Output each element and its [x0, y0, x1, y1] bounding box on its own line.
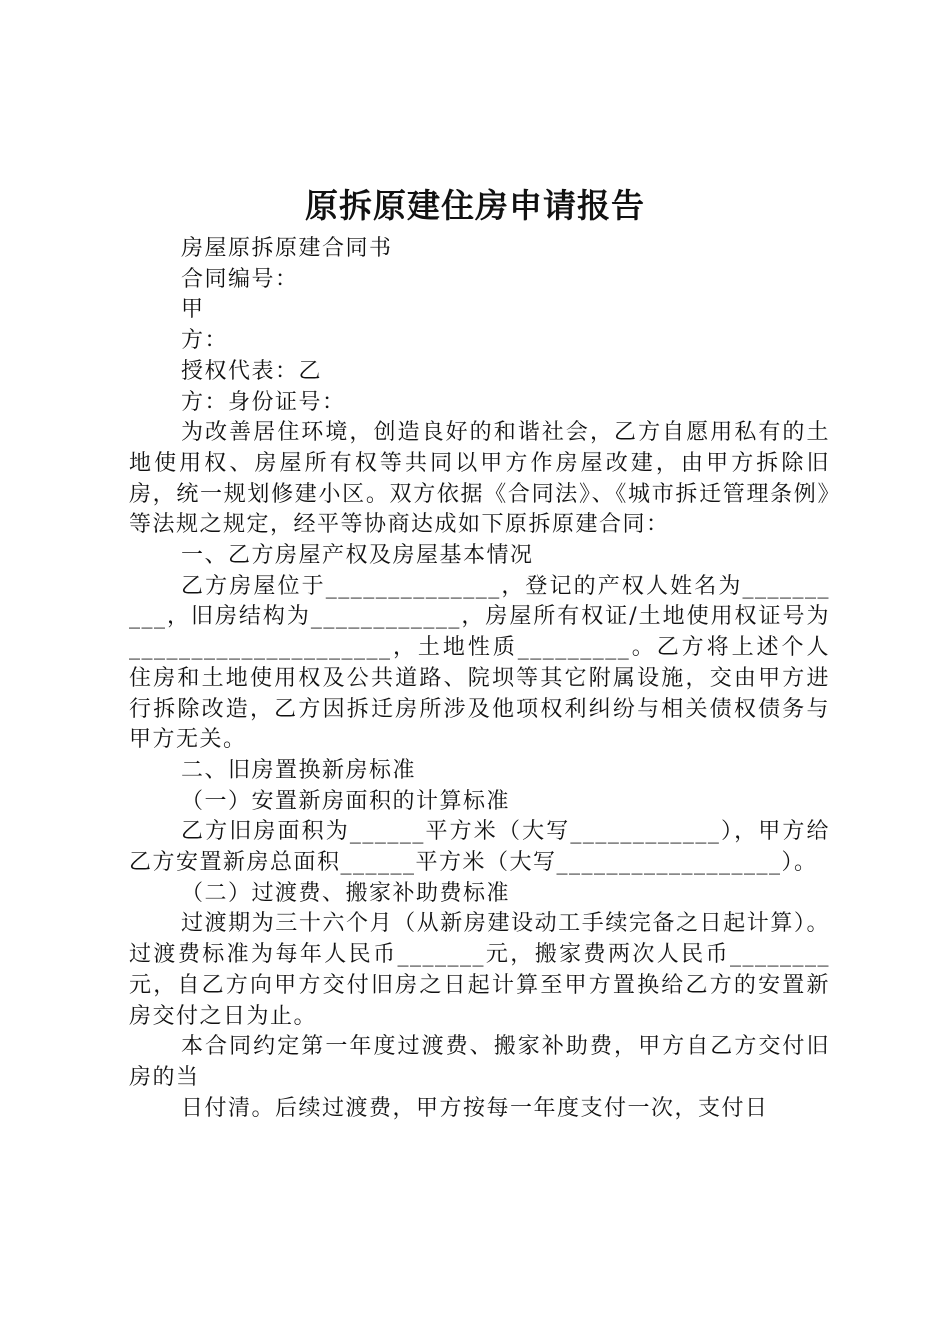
transition-paragraph: 过渡期为三十六个月（从新房建设动工手续完备之日起计算）。过渡费标准为每年人民币_______元，搬家费两次人民币________元，自乙方向甲方交付旧房之日起计算至甲方置换给乙方的安置新房交付之日为止。 — [129, 911, 830, 1029]
authorized-rep-line: 授权代表：乙 — [181, 358, 323, 384]
section-heading-1: 一、乙方房屋产权及房屋基本情况 — [181, 543, 534, 569]
party-a-line-1: 甲 — [181, 297, 205, 323]
subsection-heading-2: （二）过渡费、搬家补助费标准 — [181, 880, 511, 906]
contract-name-line: 房屋原拆原建合同书 — [181, 236, 393, 261]
party-a-line-2: 方： — [181, 328, 229, 354]
continuation-paragraph: 日付清。后续过渡费，甲方按每一年度支付一次，支付日 — [181, 1095, 769, 1121]
area-paragraph: 乙方旧房面积为______平方米（大写____________），甲方给乙方安置新房总面积______平方米（大写__________________）。 — [129, 819, 830, 876]
intro-paragraph: 为改善居住环境，创造良好的和谐社会，乙方自愿用私有的土地使用权、房屋所有权等共同以甲方作房屋改建，由甲方拆除旧房，统一规划修建小区。双方依据《合同法》、《城市拆迁管理条例》等法规之规定，经平等协商达成如下原拆原建合同： — [129, 420, 830, 538]
document-title: 原拆原建住房申请报告 — [305, 186, 645, 225]
subsection-heading-1: （一）安置新房面积的计算标准 — [181, 788, 511, 814]
party-b-id-line: 方：身份证号： — [181, 389, 346, 415]
payment-paragraph: 本合同约定第一年度过渡费、搬家补助费，甲方自乙方交付旧房的当 — [129, 1034, 830, 1090]
contract-number-line: 合同编号： — [181, 266, 299, 292]
section-1-paragraph: 乙方房屋位于______________，登记的产权人姓名为__________，旧房结构为____________，房屋所有权证/土地使用权证号为_____________________，土地性质_________。乙方将上述个人住房和土地使用权及公共道路、院坝等其它附属设施，交由甲方进行拆除改造，乙方因拆迁房所涉及他项权利纠纷与相关债权债务与甲方无关。 — [129, 573, 830, 753]
document-body — [129, 234, 830, 1124]
section-heading-2: 二、旧房置换新房标准 — [181, 757, 417, 783]
